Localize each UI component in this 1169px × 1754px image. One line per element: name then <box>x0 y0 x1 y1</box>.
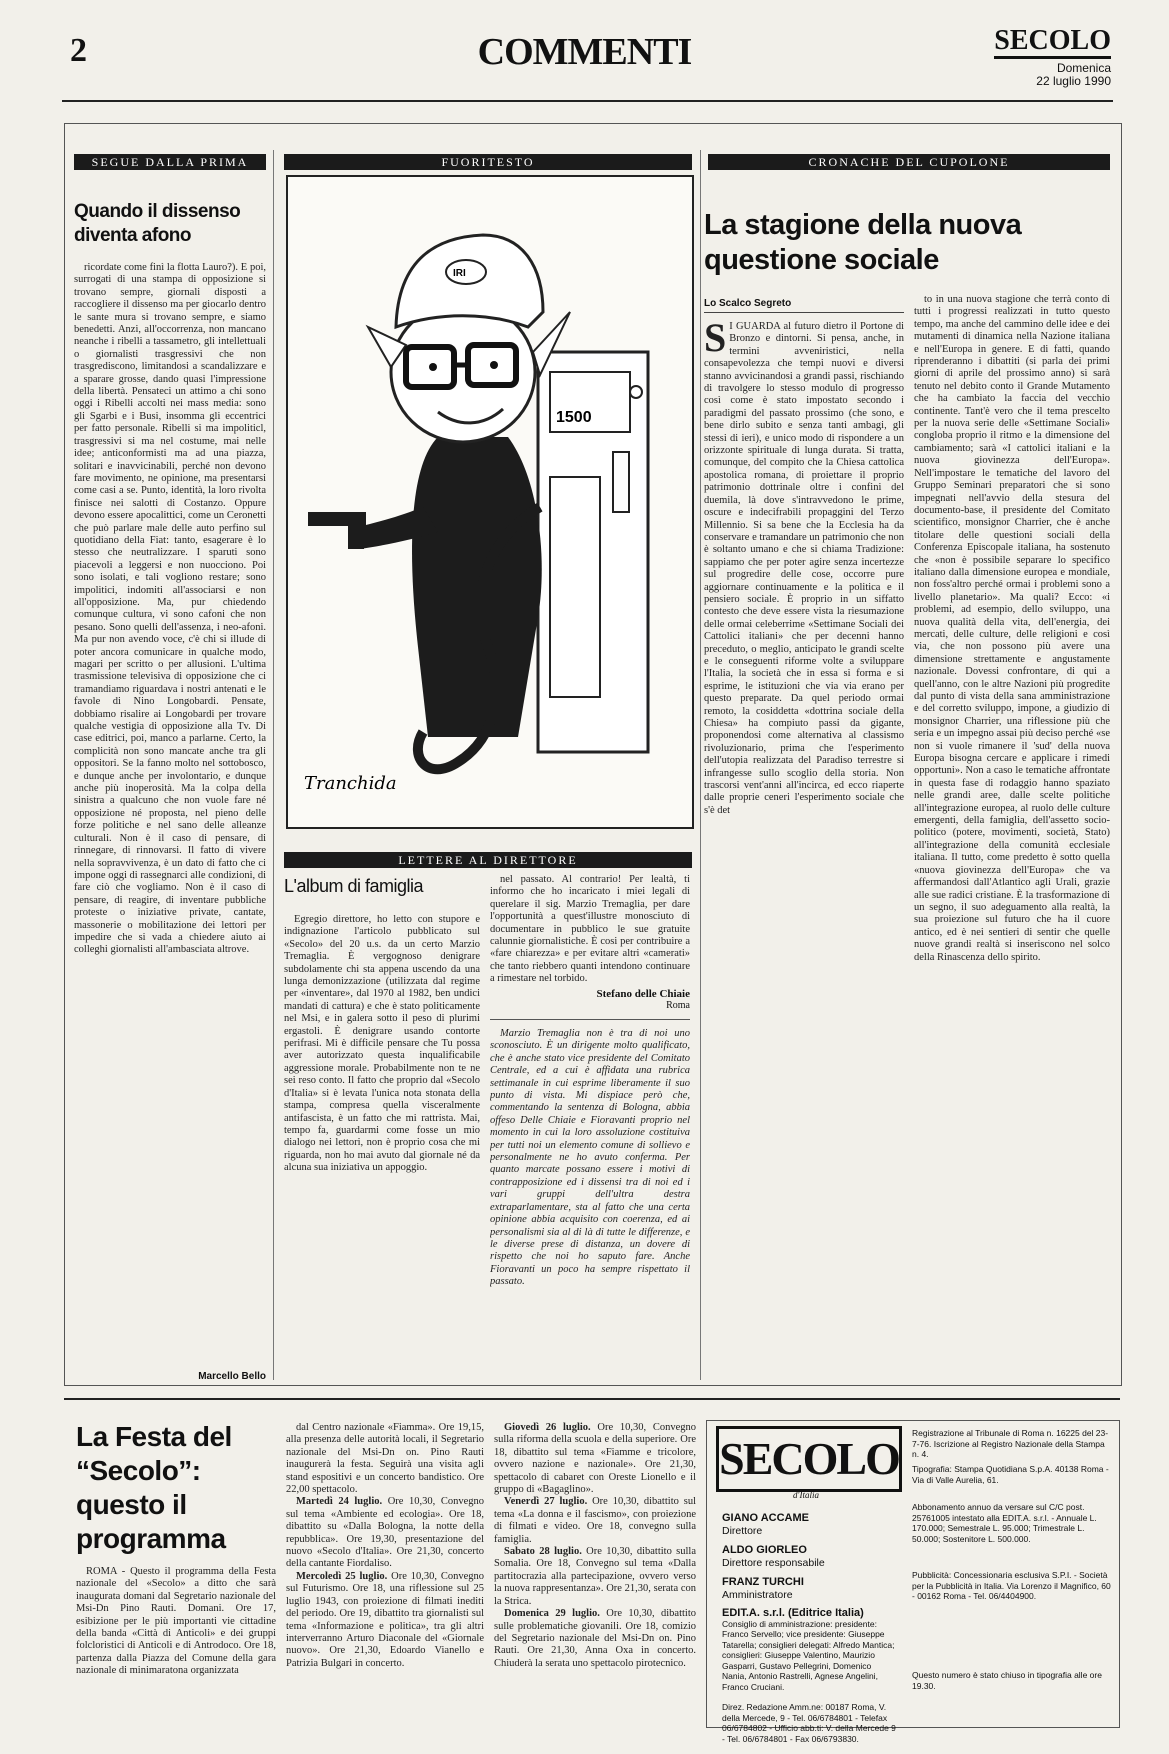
page-number: 2 <box>70 32 87 69</box>
festa-day-text: Ore 10,30, dibattito sulla Somalia. Ore 18, Convegno sul tema «Dalla partitocrazia alla partecipazione, ovvero verso la nuova rappresentanza». Ore 21,30, serata con la Strica. <box>494 1546 696 1607</box>
staff-role: Amministratore <box>722 1589 793 1601</box>
letters-reply-text: Marzio Tremaglia non è tra di noi uno sconosciuto. È un dirigente molto qualificato, che è anche stato vice presidente del Comitato Centrale, ed a cui è affidata una rubrica settimanale in cui esprime liberamente il suo punto di vista. Mi dispiace però che, commentando la sentenza di Bologna, abbia offeso Delle Chiaie e Fioravanti proprio nel momento in cui la loro assoluzione costituiva per tutti noi un elemento comune di sollievo e personalmente ne ho avuto conferma. Per quanto marcate possano essere i motivi di contrapposizione ed i dissensi tra di noi ed i vari gruppi dell'ultra destra extraparlamentare, sta al fatto che una certa opinione abbia acquisito con coerenza, ed ai personalismi sia al di là di tutte le differenze, e le diverse prese di distanza, un dovere di rispetto che noi ho saputo fare. Anche Fioravanti un poco ha sempre rispettato il passato. <box>490 1028 690 1288</box>
letters-headline: L'album di famiglia <box>284 876 424 896</box>
imprint-logo <box>716 1426 902 1492</box>
festa-day-item <box>494 1496 696 1546</box>
festa-day-label: Venerdì 27 luglio. <box>504 1496 588 1508</box>
eye-right <box>490 361 498 369</box>
festa-column-3 <box>494 1422 696 1722</box>
festa-day-item <box>494 1546 696 1608</box>
reply-rule <box>490 1019 690 1020</box>
cupolone-body-left-text: I GUARDA al futuro dietro il Portone di Bronzo e dintorni. Si pensa, anche, in termini avveniristici, nella consapevolezza che tempi nuovi e diversi stanno avvicinandosi a grandi passi, rischiando di travolgere lo stesso modulo di progresso così come è stato impostato secondo i paradigmi del passato prossimo (che sono, e bene dirlo subito e senza tanti ambagi, gli stessi di ieri), e unico modo di rispondere a un orizzonte spirituale di lunga durata. Si tratta, comunque, del compito che la Chiesa cattolica apostolica romana, di proiettare il proprio patrimonio dottrinale oltre i confini del duemila, là dove s'intravvedono le prime, oscure e indecifrabili propaggini del Terzo Millennio. Si sa bene che la Ecclesia ha da conservare e tramandare un patrimonio che non è soltanto umano e che si chiama Tradizione: sappiamo che per poter agire senza incertezze sul progredire delle cose, occorre pure aggiornare continuamente e la politica e il pensiero sociale. È proprio in un siffatto contesto che deve essere vista la riesumazione delle ormai celeberrime «Settimane Sociali dei Cattolici italiani» che per decenni hanno preceduto, o meglio, anticipato le grandi scelte e le conseguenti riforme volte a sviluppare l'Italia, la società che in essa si forma e si esprime, le istituzioni che via via erano per questo preparate. Da quel periodo ormai remoto, la cosiddetta «dottrina sociale della Chiesa» ha compiuto passi da gigante, proponendosi come alternativa al classismo rivoluzionario, prima che l'esperimento dell'utopia realizzata del Paradiso terrestre si infrangesse sullo scoglio della storia. Non trascorsi vent'anni all'incirca, ed ecco riaperte dalle proprie ceneri l'esperimento sociale che s'è det <box>704 321 904 816</box>
article-body-dissenso <box>74 262 266 1367</box>
letters-section <box>284 852 692 868</box>
festa-day-text: Ore 10,30, Convegno sulla riforma della scuola e della superiore. Ore 18, dibattito sul tema «Fiamme e tricolore, ovvero nazione e nazionale». Ore 21,30, spettacolo di cabaret con Oreste Lionello e il gruppo di «Bagaglino». <box>494 1422 696 1496</box>
section-label-letters: LETTERE AL DIRETTORE <box>284 852 692 868</box>
cartoon-illustration <box>286 175 694 829</box>
staff-name: FRANZ TURCHI <box>722 1576 804 1588</box>
column-segue <box>74 154 266 1382</box>
imprint-subscription: Abbonamento annuo da versare sul C/C post. 25761005 intestato alla EDIT.A. s.r.l. - Annuale L. 170.000; Semestrale L. 95.000; Trimestrale L. 50.000; Sostenitore L. 500.000. <box>912 1502 1097 1544</box>
section-label-fuoritesto: FUORITESTO <box>284 154 692 170</box>
imprint-offices: Direz. Redazione Amm.ne: 00187 Roma, V. della Mercede, 9 - Tel. 06/6784801 - Telefax 06/6784802 - Ufficio abb.ti: V. della Mercede 9 - Tel. 06/6784801 - Fax 06/6793830. <box>722 1702 896 1744</box>
article-headline-dissenso: Quando il dissenso diventa afono <box>74 201 241 246</box>
cap-badge <box>446 260 486 284</box>
festa-day-text: Ore 10,30, Convegno sul Futurismo. Ore 18, una riflessione sul 25 luglio 1943, con proiezione di filmati inediti del periodo. Ore 19, dibattito tra giornalisti sul tema «Informazione e politica», tra gli altri interverranno Arturo Diaconale del «Giornale nuovo». Ore 21,30, Edoardo Vianello e Patrizia Bulgari in concerto. <box>286 1570 484 1669</box>
imprint-editor-name: EDIT.A. s.r.l. (Editrice Italia) <box>722 1608 864 1619</box>
staff-entry <box>722 1544 898 1570</box>
pump-readout: 1500 <box>556 409 592 426</box>
festa-day-text: Ore 10,30, Convegno sul tema «Ambiente ed ecologia». Ore 18, dibattito su «Dalla Bologna, la notte della repubblica». Ore 19,30, presentazione del nuovo «Secolo d'Italia». Ore 21,30, concerto della cantante Fiordaliso. <box>286 1496 484 1570</box>
staff-entry <box>722 1512 898 1538</box>
cap-badge-logo: IRI <box>453 268 466 279</box>
cupolone-body-left <box>704 321 904 1321</box>
festa-column-2 <box>286 1422 484 1722</box>
festa-day-text: Ore 10,30, dibattito sul tema «La donna e il fascismo», con proiezione di filmati e video. Ore 18, convegno sulla famiglia. <box>494 1496 696 1545</box>
festa-headline: La Festa del “Secolo”: questo il programma <box>76 1421 232 1554</box>
imprint-printing: Tipografia: Stampa Quotidiana S.p.A. 40138 Roma - Via di Valle Aurelia, 61. <box>912 1464 1109 1485</box>
festa-day-item <box>494 1422 696 1496</box>
letters-column-left <box>284 874 480 1354</box>
staff-entry <box>722 1576 898 1602</box>
section-title: COMMENTI <box>477 31 692 73</box>
cupolone-body-right-text: to in una nuova stagione che terrà conto di tutti i progressi realizzati in tutto questo tempo, ma anche del cammino delle idee e dei mutamenti di dinamica nella Nazione italiana e nell'Europa in genere. E di fatti, quando riprenderanno i dibattiti (si parla dei primi giorni di aprile del prossimo anno) si sarà tenuto nel debito conto il Grande Mutamento che ha cambiato la faccia del vecchio continente. Tant'è vero che il tema prescelto per la nuova serie delle «Settimane Sociali» congloba proprio il ritmo e la dimensione del cambiamento; sarà «I cattolici italiani e la nuova giovinezza dell'Europa». Nell'impostare le tematiche del lavoro del Gruppo Seminari preparatori che si sono impegnati nell'avvio della stesura del documento-base, il presidente del Comitato scientifico, monsignor Charrier, che è anche titolare delle questioni sociali della Conferenza Episcopale italiana, ha sostenuto che «non è possibile separare lo specifico italiano dalla dimensione europea e mondiale, non foss'altro perché ormai i problemi sono a livello planetario». Ma quali? Ecco: «i problemi, ad esempio, dello sviluppo, una nuova qualità della vita, dell'energia, dei mercati, delle culture, delle religioni e così via, che non possono più avere una dimensione strettamente e angustamente nazionale. Dovessi confrontare, di qui a quell'anno, con le altre Nazioni più progredite dal punto di vista della sana amministrazione e del corretto sviluppo, impone, a giudizio di monsignor Charrier, una riflessione più che seria e un impegno assai più deciso perché «se non si vuole rimanere il 'sud' della nuova Europa bisogna cercare e applicare i rimedi opportuni». Non a caso le tematiche affrontate in questa fase di rodaggio hanno spaziato nelle grandi aree, dalle scelte politiche all'integrazione europea, al ruolo delle culture emergenti, della famiglia, dell'assetto socio-politico (potere, movimenti, società, Stato) all'integrazione della comunità ecclesiale italiana. Il tutto, come predetto è sotto quella «nuova giovinezza dell'Europa» che va affermandosi dall'Atlantico agli Urali, grazie alle sue radici cristiane. È la trasformazione di un segno, il suo adeguamento alla realtà, la sua proiezione sul futuro che ha il cuore antico, ed è nei sentieri di sentir che quelle nuove grandi realtà si inseriscono nel solco della Rinascenza dello spirito. <box>914 294 1110 963</box>
article-byline: Lo Scalco Segreto <box>704 298 904 313</box>
imprint-logo-sub: d'Italia <box>793 1490 819 1500</box>
column-fuoritesto <box>284 154 692 170</box>
dropcap: S <box>704 321 727 360</box>
letter-city: Roma <box>666 1000 690 1011</box>
masthead-date <box>1036 62 1111 88</box>
festa-day-label: Giovedì 26 luglio. <box>504 1422 591 1433</box>
section-label-cupolone: CRONACHE DEL CUPOLONE <box>708 154 1110 170</box>
imprint-registration: Registrazione al Tribunale di Roma n. 16225 del 23-7-76. Iscrizione al Registro Nazionale della Stampa n. 4. <box>912 1428 1109 1459</box>
imprint-logo-text: SECOLO <box>719 1433 899 1484</box>
masthead-date-value: 22 luglio 1990 <box>1036 74 1111 88</box>
staff-role: Direttore responsabile <box>722 1557 825 1569</box>
figure-coat <box>412 437 542 737</box>
imprint-editor-text: Consiglio di amministrazione: presidente: Franco Servello; vice presidente: Giuseppe Tatarella; consiglieri delegati: Alfredo Mantica; consiglieri: Giuseppe Valentino, Maurizio Gasparri, Gustavo Pellegrini, Domenico Nania, Antonio Rastrelli, Agnese Angelini, Franco Cruciani. <box>722 1618 895 1692</box>
imprint-closing: Questo numero è stato chiuso in tipografia alle ore 19.30. <box>912 1670 1102 1691</box>
column-cupolone <box>704 154 1110 278</box>
festa-day-label: Mercoledì 25 luglio. <box>296 1570 388 1582</box>
festa-day-label: Domenica 29 luglio. <box>504 1608 600 1620</box>
festa-day-item <box>494 1608 696 1670</box>
bottom-rule <box>64 1398 1120 1400</box>
article-body-dissenso-text: ricordate come finì la flotta Lauro?). E poi, surrogati di una stampa di opposizione si trovano sempre, giornali disposti a raccogliere il dissenso ma per giocarlo dentro le sante mura si trovano sempre, e siamo benedetti. Anzi, all'occorrenza, non mancano neanche i ribelli a tassametro, gli intellettuali o giornalisti trasgressivi che non trasgrediscono, limitandosi a scandalizzare e a sparare grosse, dando quasi l'impressione della libertà. Pensateci un attimo a chi sono oggi i Ribelli accolti nei mass media: sono gli Sgarbi e i Busi, insomma gli eccentrici per fatto personale. Ribelli si ma impoliticl, trasgressivi si ma nel costume, mai nelle idee; anticonformisti ma ad una piazza, solitari e inavvicinabili, perché non devono fare movimento, ne opinione, ma presentarsi come casi a se. Punto, identità, la loro rivolta finisce nei salotti di Costanzo. Oppure devono essere apocalittici, come un Ceronetti che può parlare male delle auto perfino sul quotidiano della Fiat: tanto, esagerare è lo stesso che neutralizzare. I sparuti sono piacevoli a leggersi e non nuocciono. Poi sono isolati, e tali vogliono restare; sono impolitici, indomiti all'associarsi e non all'opposizione. Ma, pur chiedendo comunque cultura, vi sono cafoni che non pesano. Sono quelli dell'assenza, i neo-afoni. Ma pur non avendo voce, c'è chi si illude di poter ancora comunicare in qualche modo, magari per scritto o per allusioni. L'ultima trasmissione televisiva di opposizione che ci tramandiamo riguardava i nostri antenati e le favole di Nino Longobardi. Pensate, dobbiamo risalire ai Longobardi per trovare qualche vestigia di opposizione alla Tv. Di case editrici, poi, manco a parlarne. Certo, la complicità non sono mancate anche tra gli oppositori. Se la fanno molto nel sottobosco, e dunque anche per involontario, e dunque anche più inoperosità. Ma la colpa della sinistra a qualcuno che non vuole fare né opposizione né proposta, nel pieno delle forze politiche e nel sano delle alleanze culturali. Non è il caso di pensare, di rinnegare, di rinnovarsi. Il fatto di vivere nella sopravvivenza, è un dato di fatto che ci impone oggi di rassegnarci alle condizioni, di fare ciò che vogliamo. Non è il caso di pensare, di reagire, di inventare pubbliche proteste o iniziative private, cantate, massonerie o mobilitazione dei lettori per impedire che si vada a chiedere aiuto ai colleghi giornalisti all'ambasciata altrove. <box>74 262 266 956</box>
letters-column-right <box>490 874 690 1363</box>
cartoon-signature: Tranchida <box>304 773 397 794</box>
masthead-day-name: Domenica <box>1056 61 1111 75</box>
festa-intro <box>76 1566 276 1716</box>
staff-role: Direttore <box>722 1525 763 1537</box>
festa-day-item <box>286 1496 484 1570</box>
letters-body-left <box>284 914 480 1354</box>
imprint-staff <box>722 1512 898 1748</box>
cartoon-svg <box>288 177 692 827</box>
pump-handle <box>613 452 629 512</box>
festa-day-item <box>286 1571 484 1670</box>
masthead-logo: SECOLO <box>994 26 1111 59</box>
column-divider-2 <box>700 150 701 1380</box>
letters-body-right-text: nel passato. Al contrario! Per lealtà, ti informo che ho incaricato i miei legali di querelare il sig. Marzio Tremaglia, per dare l'opportunità a quest'illustre monosciuto di documentare in pubblico le sue gratuite calunnie giornalistiche. È cosi per contribuire a «fare chiarezza» e per evitare altri «camerati» che tanto riebbero quanti intendono continuare a rimestare nel torbido. <box>490 874 690 984</box>
festa-day-label: Sabato 28 luglio. <box>504 1546 582 1558</box>
staff-name: GIANO ACCAME <box>722 1512 809 1524</box>
cupolone-body-right <box>914 294 1110 1324</box>
top-rule <box>62 100 1113 102</box>
letter-signature: Stefano delle Chiaie <box>596 988 690 1000</box>
imprint-advertising: Pubblicità: Concessionaria esclusiva S.P.I. - Società per la Pubblicità in Italia. Via Lorenzo il Magnifico, 60 - 00162 Roma - Tel. 06/4404900. <box>912 1570 1111 1601</box>
staff-name: ALDO GIORLEO <box>722 1544 807 1556</box>
festa-column-1 <box>76 1420 276 1716</box>
festa-day-label: Martedì 24 luglio. <box>296 1496 383 1508</box>
letters-reply <box>490 1028 690 1363</box>
column-divider <box>273 150 274 1380</box>
imprint-editor <box>722 1608 898 1698</box>
letters-body-right <box>490 874 690 984</box>
section-label-segue: SEGUE DALLA PRIMA <box>74 154 266 170</box>
cupolone-column-left <box>704 298 904 1321</box>
eye-left <box>429 363 437 371</box>
festa-intro-text: ROMA - Questo il programma della Festa nazionale del «Secolo» a ditto che sarà inaugurata domani dal Segretario nazionale del Msi-Dn Pino Rauti. Domani. Ore 17, esibizione per le più importanti vie cittadine della banda «Città di Anticoli» e dei gruppi folcloristici di Anticoli e di Antrodoco. Ore 18, partenza dalla Piazza del Comune della gara nazionale di minimaratona organizzata <box>76 1566 276 1677</box>
pistol-grip <box>348 517 364 549</box>
article-headline-cupolone: La stagione della nuova questione sociale <box>704 209 1022 276</box>
cupolone-column-right <box>914 294 1110 1324</box>
festa-day-text: Ore 10,30, dibattito sulle problematiche giovanili. Ore 18, comizio del Segretario nazionale del Msi-Dn on. Pino Rauti. Ore 21,30, Anna Oxa in concerto. Chiuderà la serata uno spettacolo pirotecnico. <box>494 1608 696 1669</box>
imprint-legal <box>912 1428 1112 1692</box>
letters-body-left-text: Egregio direttore, ho letto con stupore e indignazione l'articolo pubblicato sul «Secolo» del 20 u.s. da un certo Marzio Tremaglia. È vergognoso denigrare subdolamente chi sta appena uscendo da una lunga demonizzazione (utilizzata dal regime per «inventare», dal 1970 al 1982, ben undici mandati di cattura) e che è stato politicamente nel Msi, e in galera sotto il peso di plurimi ergastoli. È denigrare usando contorte perifrasi. Mi è difficile pensare che Tu possa aver autorizzato questa inqualificabile aggressione morale. Probabilmente non te ne sei reso conto. Il fatto che proprio dal «Secolo d'Italia» si è levata l'unica nota stonata della stampa, compresa quella visceralmente antifascista, è un fatto che mi rattrista. Mai, tempo fa, guardarmi come fosse un mio dialogo nei lettori, non è proprio cosa che mi riguarda, non ho mai avuto dal giornale né da alcuna sua iniziativa un appoggio. <box>284 914 480 1174</box>
article-author: Marcello Bello <box>198 1371 266 1382</box>
festa-col2-lead: dal Centro nazionale «Fiamma». Ore 19,15, alla presenza delle autorità locali, il Segretario nazionale del Msi-Dn on. Pino Rauti inaugurerà la festa. Seguirà una visita agli stand espositivi e un concerto bandistico. Ore 22,00 spettacolo. <box>286 1422 484 1496</box>
